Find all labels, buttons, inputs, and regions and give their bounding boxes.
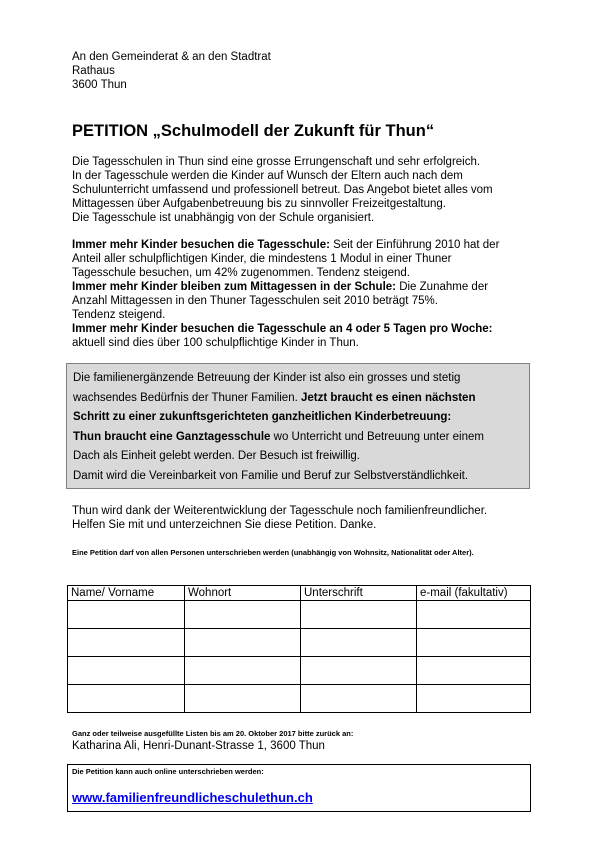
intro-line: Die Tagesschule ist unabhängig von der Schule organisiert. <box>72 212 375 224</box>
highlight-line: Dach als Einheit gelebt werden. Der Besuch ist freiwillig. <box>73 450 360 462</box>
fact-line <box>72 238 542 252</box>
table-row[interactable] <box>68 629 531 657</box>
online-label: Die Petition kann auch online unterschrieben werden: <box>72 767 264 776</box>
fact-line: Tagesschule besuchen, um 42% zugenommen. Tendenz steigend. <box>72 267 410 279</box>
fact-line: Immer mehr Kinder besuchen die Tagesschule an 4 oder 5 Tagen pro Woche: <box>72 323 493 335</box>
closing-paragraph <box>72 504 487 532</box>
fact-text: Die Zunahme der <box>396 281 489 293</box>
table-row[interactable] <box>68 657 531 685</box>
column-header-location: Wohnort <box>185 586 301 601</box>
intro-paragraph <box>72 155 542 225</box>
recipient-address <box>72 50 271 92</box>
fact-text: Seit der Einführung 2010 hat der <box>329 239 500 251</box>
address-line: Rathaus <box>72 65 115 77</box>
fact-line: Anteil aller schulpflichtigen Kinder, die mindestens 1 Modul in einer Thuner <box>72 253 452 265</box>
facts-section <box>72 238 542 350</box>
name-cell[interactable] <box>68 657 185 685</box>
signature-cell[interactable] <box>301 657 417 685</box>
name-cell[interactable] <box>68 685 185 713</box>
intro-line: In der Tagesschule werden die Kinder auf Wunsch der Eltern auch nach dem <box>72 170 463 182</box>
table-header-row <box>68 586 531 601</box>
highlight-line: Damit wird die Vereinbarkeit von Familie und Beruf zur Selbstverständlichkeit. <box>73 469 469 482</box>
location-cell[interactable] <box>185 657 301 685</box>
closing-line: Helfen Sie mit und unterzeichnen Sie diese Petition. Danke. <box>72 519 377 531</box>
highlight-line: Schritt zu einer zukunftsgerichteten ganzheitlichen Kinderbetreuung: <box>73 411 452 423</box>
fact-heading: Immer mehr Kinder besuchen die Tagesschule: <box>72 239 330 251</box>
intro-line: Schulunterricht umfassend und professionell betreut. Das Angebot bietet alles vom <box>72 184 493 196</box>
fact-line <box>72 280 542 294</box>
intro-line: Mittagessen über Aufgabenbetreuung bis zu sinnvoller Freizeitgestaltung. <box>72 198 446 210</box>
location-cell[interactable] <box>185 601 301 629</box>
highlight-line: Die familienergänzende Betreuung der Kinder ist also ein grosses und stetig <box>73 372 461 384</box>
location-cell[interactable] <box>185 685 301 713</box>
name-cell[interactable] <box>68 629 185 657</box>
column-header-email: e-mail (fakultativ) <box>417 586 531 601</box>
address-line: An den Gemeinderat & an den Stadtrat <box>72 51 271 63</box>
highlight-line <box>73 389 523 409</box>
petition-website-link[interactable]: www.familienfreundlicheschulethun.ch <box>72 790 313 805</box>
table-row[interactable] <box>68 601 531 629</box>
highlight-text: wo Unterricht und Betreuung unter einem <box>270 430 484 443</box>
signature-cell[interactable] <box>301 601 417 629</box>
fact-line: Anzahl Mittagessen in den Thuner Tagesschulen seit 2010 beträgt 75%. <box>72 295 438 307</box>
email-cell[interactable] <box>417 601 531 629</box>
highlight-line <box>73 428 523 448</box>
column-header-name: Name/ Vorname <box>68 586 185 601</box>
column-header-signature: Unterschrift <box>301 586 417 601</box>
fact-line: aktuell sind dies über 100 schulpflichtige Kinder in Thun. <box>72 337 359 349</box>
intro-line: Die Tagesschulen in Thun sind eine grosse Errungenschaft und sehr erfolgreich. <box>72 156 481 168</box>
email-cell[interactable] <box>417 657 531 685</box>
address-line: 3600 Thun <box>72 79 127 91</box>
email-cell[interactable] <box>417 629 531 657</box>
highlight-bold: Jetzt braucht es einen nächsten <box>301 391 476 404</box>
online-signing-box <box>67 764 531 812</box>
location-cell[interactable] <box>185 629 301 657</box>
closing-line: Thun wird dank der Weiterentwicklung der Tagesschule noch familienfreundlicher. <box>72 505 488 517</box>
eligibility-note: Eine Petition darf von allen Personen unterschrieben werden (unabhängig von Wohnsitz, Nationalität oder Alter). <box>72 548 474 557</box>
highlight-bold: Thun braucht eine Ganztagesschule <box>73 430 271 443</box>
highlight-text: wachsendes Bedürfnis der Thuner Familien. <box>73 391 301 404</box>
signature-cell[interactable] <box>301 629 417 657</box>
return-deadline: Ganz oder teilweise ausgefüllte Listen bis am 20. Oktober 2017 bitte zurück an: <box>72 729 354 738</box>
fact-heading: Immer mehr Kinder bleiben zum Mittagessen in der Schule: <box>72 281 396 293</box>
email-cell[interactable] <box>417 685 531 713</box>
highlight-box <box>66 363 530 489</box>
signature-cell[interactable] <box>301 685 417 713</box>
signature-table <box>67 585 531 713</box>
table-row[interactable] <box>68 685 531 713</box>
fact-line: Tendenz steigend. <box>72 309 166 321</box>
name-cell[interactable] <box>68 601 185 629</box>
return-contact: Katharina Ali, Henri-Dunant-Strasse 1, 3600 Thun <box>72 740 325 752</box>
petition-title: PETITION „Schulmodell der Zukunft für Thun“ <box>72 122 435 140</box>
